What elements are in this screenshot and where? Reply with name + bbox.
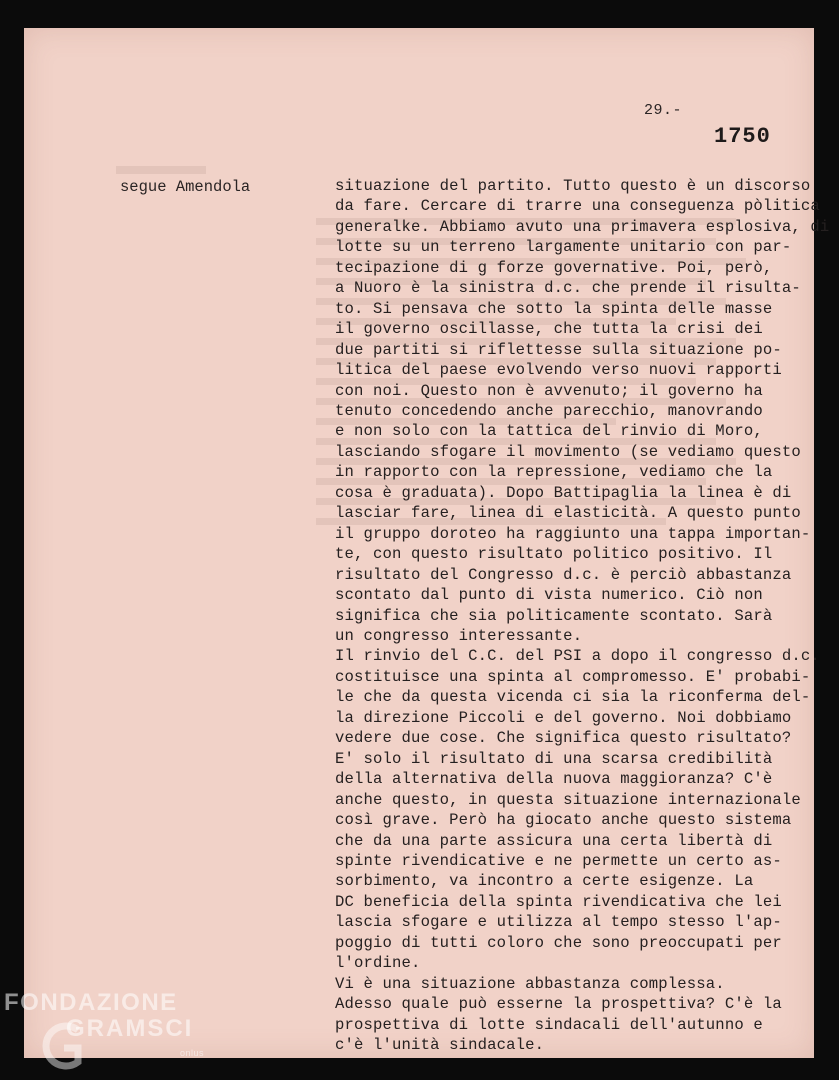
text-line: situazione del partito. Tutto questo è un discorso [335, 177, 811, 195]
watermark-line2: GRAMSCI [66, 1015, 194, 1042]
text-line: cosa è graduata). Dopo Battipaglia la linea è di [335, 483, 792, 502]
text-line: tenuto concedendo anche parecchio, manovrando [335, 401, 763, 420]
text-line: lotte su un terreno largamente unitario con par- [335, 238, 792, 257]
page-number: 29.- [644, 102, 683, 119]
text-line: l'ordine. [335, 954, 421, 973]
text-line: lascia sfogare e utilizza al tempo stesso l'ap- [335, 913, 782, 932]
text-line: con noi. Questo non è avvenuto; il governo ha [335, 381, 763, 400]
text-line: il gruppo doroteo ha raggiunto una tappa importan- [335, 524, 811, 543]
text-line: litica del paese evolvendo verso nuovi rapporti [335, 361, 782, 380]
speaker-label: segue Amendola [120, 178, 251, 196]
text-line: due partiti si riflettesse sulla situazione po- [335, 340, 782, 359]
text-line: risultato del Congresso d.c. è perciò abbastanza [335, 565, 792, 584]
text-line: sorbimento, va incontro a certe esigenze. La [335, 872, 754, 891]
text-line: da fare. Cercare di trarre una conseguenza pòlitica [335, 197, 820, 216]
text-line: così grave. Però ha giocato anche questo sistema [335, 811, 792, 830]
text-line: Il rinvio del C.C. del PSI a dopo il congresso d.c. [335, 647, 820, 666]
text-line: Adesso quale può esserne la prospettiva? C'è la [335, 995, 782, 1014]
text-line: lasciando sfogare il movimento (se vediamo questo [335, 442, 801, 461]
text-line: to. Si pensava che sotto la spinta delle masse [335, 299, 773, 318]
text-line: anche questo, in questa situazione internazionale [335, 790, 801, 809]
text-line: a Nuoro è la sinistra d.c. che prende il risulta- [335, 279, 801, 298]
text-line: della alternativa della nuova maggioranza? C'è [335, 770, 773, 789]
watermark-suffix: onlus [180, 1048, 205, 1058]
foundation-watermark [4, 989, 224, 1058]
text-line: c'è l'unità sindacale. [335, 1036, 545, 1055]
text-line: costituisce una spinta al compromesso. E' probabi- [335, 667, 811, 686]
transcript-body [335, 176, 830, 1055]
text-line: te, con questo risultato politico positivo. Il [335, 545, 773, 564]
text-line: il governo oscillasse, che tutta la crisi dei [335, 320, 763, 339]
archive-number: 1750 [714, 124, 771, 149]
text-line: spinte rivendicative e ne permette un certo as- [335, 851, 782, 870]
text-line: e non solo con la tattica del rinvio di Moro, [335, 422, 763, 441]
text-line: DC beneficia della spinta rivendicativa che lei [335, 892, 782, 911]
text-line: la direzione Piccoli e del governo. Noi dobbiamo [335, 708, 792, 727]
text-line: significa che sia politicamente scontato. Sarà [335, 606, 773, 625]
text-line: le che da questa vicenda ci sia la riconferma del- [335, 688, 811, 707]
document-page [24, 28, 830, 1058]
watermark-line1: FONDAZIONE [4, 989, 178, 1016]
text-line: scontato dal punto di vista numerico. Ciò non [335, 586, 763, 605]
text-line: generalke. Abbiamo avuto una primavera esplosiva, di [335, 217, 830, 236]
text-line: prospettiva di lotte sindacali dell'autunno e [335, 1015, 763, 1034]
text-line: lasciar fare, linea di elasticità. A questo punto [335, 504, 801, 523]
text-line: vedere due cose. Che significa questo risultato? [335, 729, 792, 748]
text-line: Vi è una situazione abbastanza complessa. [335, 974, 725, 993]
text-line: in rapporto con la repressione, vediamo che la [335, 463, 773, 482]
text-line: E' solo il risultato di una scarsa credibilità [335, 749, 773, 768]
text-line: che da una parte assicura una certa libertà di [335, 831, 773, 850]
text-line: poggio di tutti coloro che sono preoccupati per [335, 933, 782, 952]
text-line: tecipazione di g forze governative. Poi, però, [335, 258, 773, 277]
text-line: un congresso interessante. [335, 626, 583, 645]
